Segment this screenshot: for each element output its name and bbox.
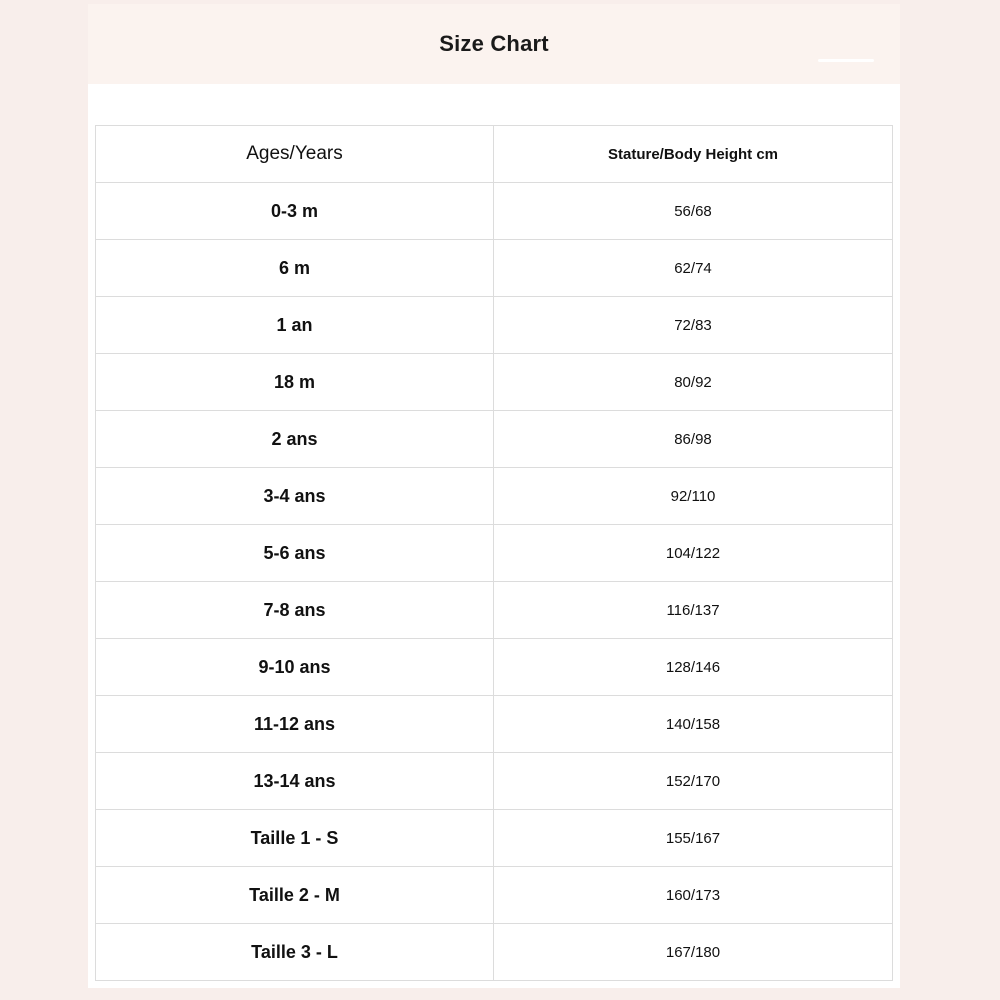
table-row	[96, 582, 893, 639]
height-cell: 167/180	[494, 924, 893, 981]
table-row	[96, 297, 893, 354]
height-cell: 80/92	[494, 354, 893, 411]
column-header-height: Stature/Body Height cm	[494, 126, 893, 183]
age-cell: 18 m	[96, 354, 494, 411]
table-header-row	[96, 126, 893, 183]
height-cell: 62/74	[494, 240, 893, 297]
age-cell: 13-14 ans	[96, 753, 494, 810]
age-cell: 0-3 m	[96, 183, 494, 240]
height-cell: 86/98	[494, 411, 893, 468]
age-cell: 11-12 ans	[96, 696, 494, 753]
age-cell: Taille 2 - M	[96, 867, 494, 924]
table-row	[96, 810, 893, 867]
table-row	[96, 924, 893, 981]
age-cell: 5-6 ans	[96, 525, 494, 582]
height-cell: 140/158	[494, 696, 893, 753]
age-cell: 3-4 ans	[96, 468, 494, 525]
size-chart-panel	[88, 4, 900, 988]
height-cell: 155/167	[494, 810, 893, 867]
age-cell: 6 m	[96, 240, 494, 297]
table-row	[96, 240, 893, 297]
height-cell: 128/146	[494, 639, 893, 696]
height-cell: 72/83	[494, 297, 893, 354]
table-row	[96, 468, 893, 525]
age-cell: 9-10 ans	[96, 639, 494, 696]
size-chart-header	[88, 4, 900, 84]
age-cell: 7-8 ans	[96, 582, 494, 639]
table-row	[96, 411, 893, 468]
height-cell: 116/137	[494, 582, 893, 639]
table-row	[96, 639, 893, 696]
header-decoration-line	[818, 59, 874, 62]
column-header-ages: Ages/Years	[96, 126, 494, 183]
size-chart-table	[95, 125, 893, 981]
table-row	[96, 696, 893, 753]
table-row	[96, 753, 893, 810]
age-cell: 1 an	[96, 297, 494, 354]
age-cell: Taille 1 - S	[96, 810, 494, 867]
page-title: Size Chart	[439, 31, 549, 56]
age-cell: Taille 3 - L	[96, 924, 494, 981]
table-row	[96, 525, 893, 582]
table-row	[96, 183, 893, 240]
height-cell: 92/110	[494, 468, 893, 525]
height-cell: 160/173	[494, 867, 893, 924]
table-row	[96, 867, 893, 924]
height-cell: 56/68	[494, 183, 893, 240]
table-row	[96, 354, 893, 411]
height-cell: 152/170	[494, 753, 893, 810]
height-cell: 104/122	[494, 525, 893, 582]
age-cell: 2 ans	[96, 411, 494, 468]
